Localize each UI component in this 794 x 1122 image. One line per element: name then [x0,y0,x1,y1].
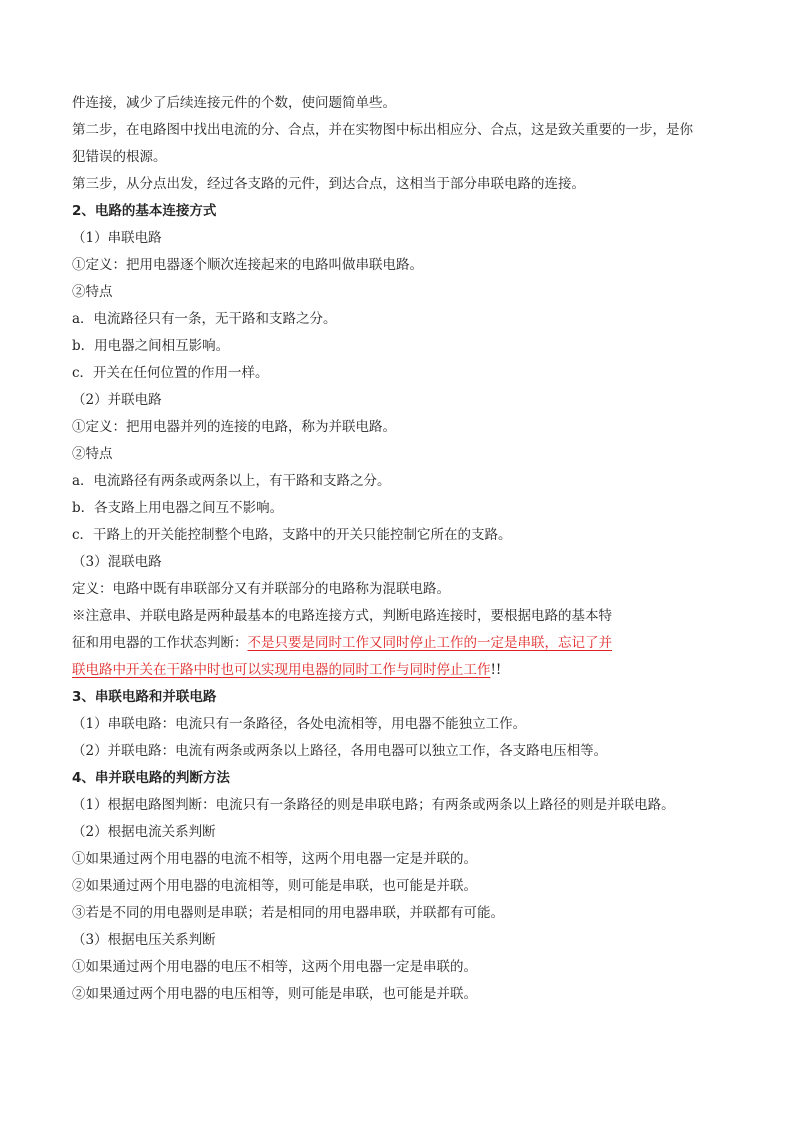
document-page [72,90,732,1008]
section-4-item-2-b: ②如果通过两个用电器的电流相等，则可能是串联，也可能是并联。 [72,878,477,894]
series-feature-c: c．开关在任何位置的作用一样。 [72,365,269,381]
intro-line-2: 第二步，在电路图中找出电流的分、合点，并在实物图中标出相应分、合点，这是致关重要的一步，是你 [72,122,693,138]
section-2-title: 2、电路的基本连接方式 [72,203,217,219]
intro-line-3: 犯错误的根源。 [72,149,167,165]
section-4-item-3-a: ①如果通过两个用电器的电压不相等，这两个用电器一定是串联的。 [72,959,477,975]
parallel-feature-a: a．电流路径有两条或两条以上，有干路和支路之分。 [72,473,391,489]
parallel-features-label: ②特点 [72,446,113,462]
note-line-2-plain: 征和用电器的工作状态判断： [72,635,248,651]
section-4-item-3: （3）根据电压关系判断 [72,932,216,948]
section-4-item-2-c: ③若是不同的用电器则是串联；若是相同的用电器串联，并联都有可能。 [72,905,504,921]
series-features-label: ②特点 [72,284,113,300]
note-warning-part-1: 不是只要是同时工作又同时停止工作的一定是串联，忘记了并 [247,635,612,651]
parallel-feature-c: c．干路上的开关能控制整个电路，支路中的开关只能控制它所在的支路。 [72,527,512,543]
series-feature-a: a．电流路径只有一条，无干路和支路之分。 [72,311,337,327]
parallel-feature-b: b．各支路上用电器之间互不影响。 [72,500,284,516]
section-3-item-1: （1）串联电路：电流只有一条路径，各处电流相等，用电器不能独立工作。 [72,716,527,732]
parallel-definition: ①定义：把用电器并列的连接的电路，称为并联电路。 [72,419,396,435]
section-4-item-2: （2）根据电流关系判断 [72,824,216,840]
series-subtitle: （1）串联电路 [72,230,162,246]
series-feature-b: b．用电器之间相互影响。 [72,338,230,354]
parallel-subtitle: （2）并联电路 [72,392,162,408]
note-line-3 [72,657,732,684]
note-warning-part-2: 联电路中开关在干路中时也可以实现用电器的同时工作与同时停止工作 [72,662,491,678]
mixed-subtitle: （3）混联电路 [72,554,162,570]
section-4-item-3-b: ②如果通过两个用电器的电压相等，则可能是串联，也可能是并联。 [72,986,477,1002]
section-4-item-2-a: ①如果通过两个用电器的电流不相等，这两个用电器一定是并联的。 [72,851,477,867]
note-line-2 [72,630,732,657]
series-definition: ①定义：把用电器逐个顺次连接起来的电路叫做串联电路。 [72,257,423,273]
section-3-item-2: （2）并联电路：电流有两条或两条以上路径，各用电器可以独立工作，各支路电压相等。 [72,743,608,759]
section-3-title: 3、串联电路和并联电路 [72,689,217,705]
note-line-1: ※注意串、并联电路是两种最基本的电路连接方式，判断电路连接时，要根据电路的基本特 [72,608,612,624]
section-4-title: 4、串并联电路的判断方法 [72,770,230,786]
intro-line-1: 件连接，减少了后续连接元件的个数，使问题简单些。 [72,95,396,111]
mixed-definition: 定义：电路中既有串联部分又有并联部分的电路称为混联电路。 [72,581,450,597]
intro-line-4: 第三步，从分点出发，经过各支路的元件，到达合点，这相当于部分串联电路的连接。 [72,176,585,192]
note-exclamation: !! [490,662,502,678]
section-4-item-1: （1）根据电路图判断：电流只有一条路径的则是串联电路；有两条或两条以上路径的则是并联电路。 [72,797,675,813]
